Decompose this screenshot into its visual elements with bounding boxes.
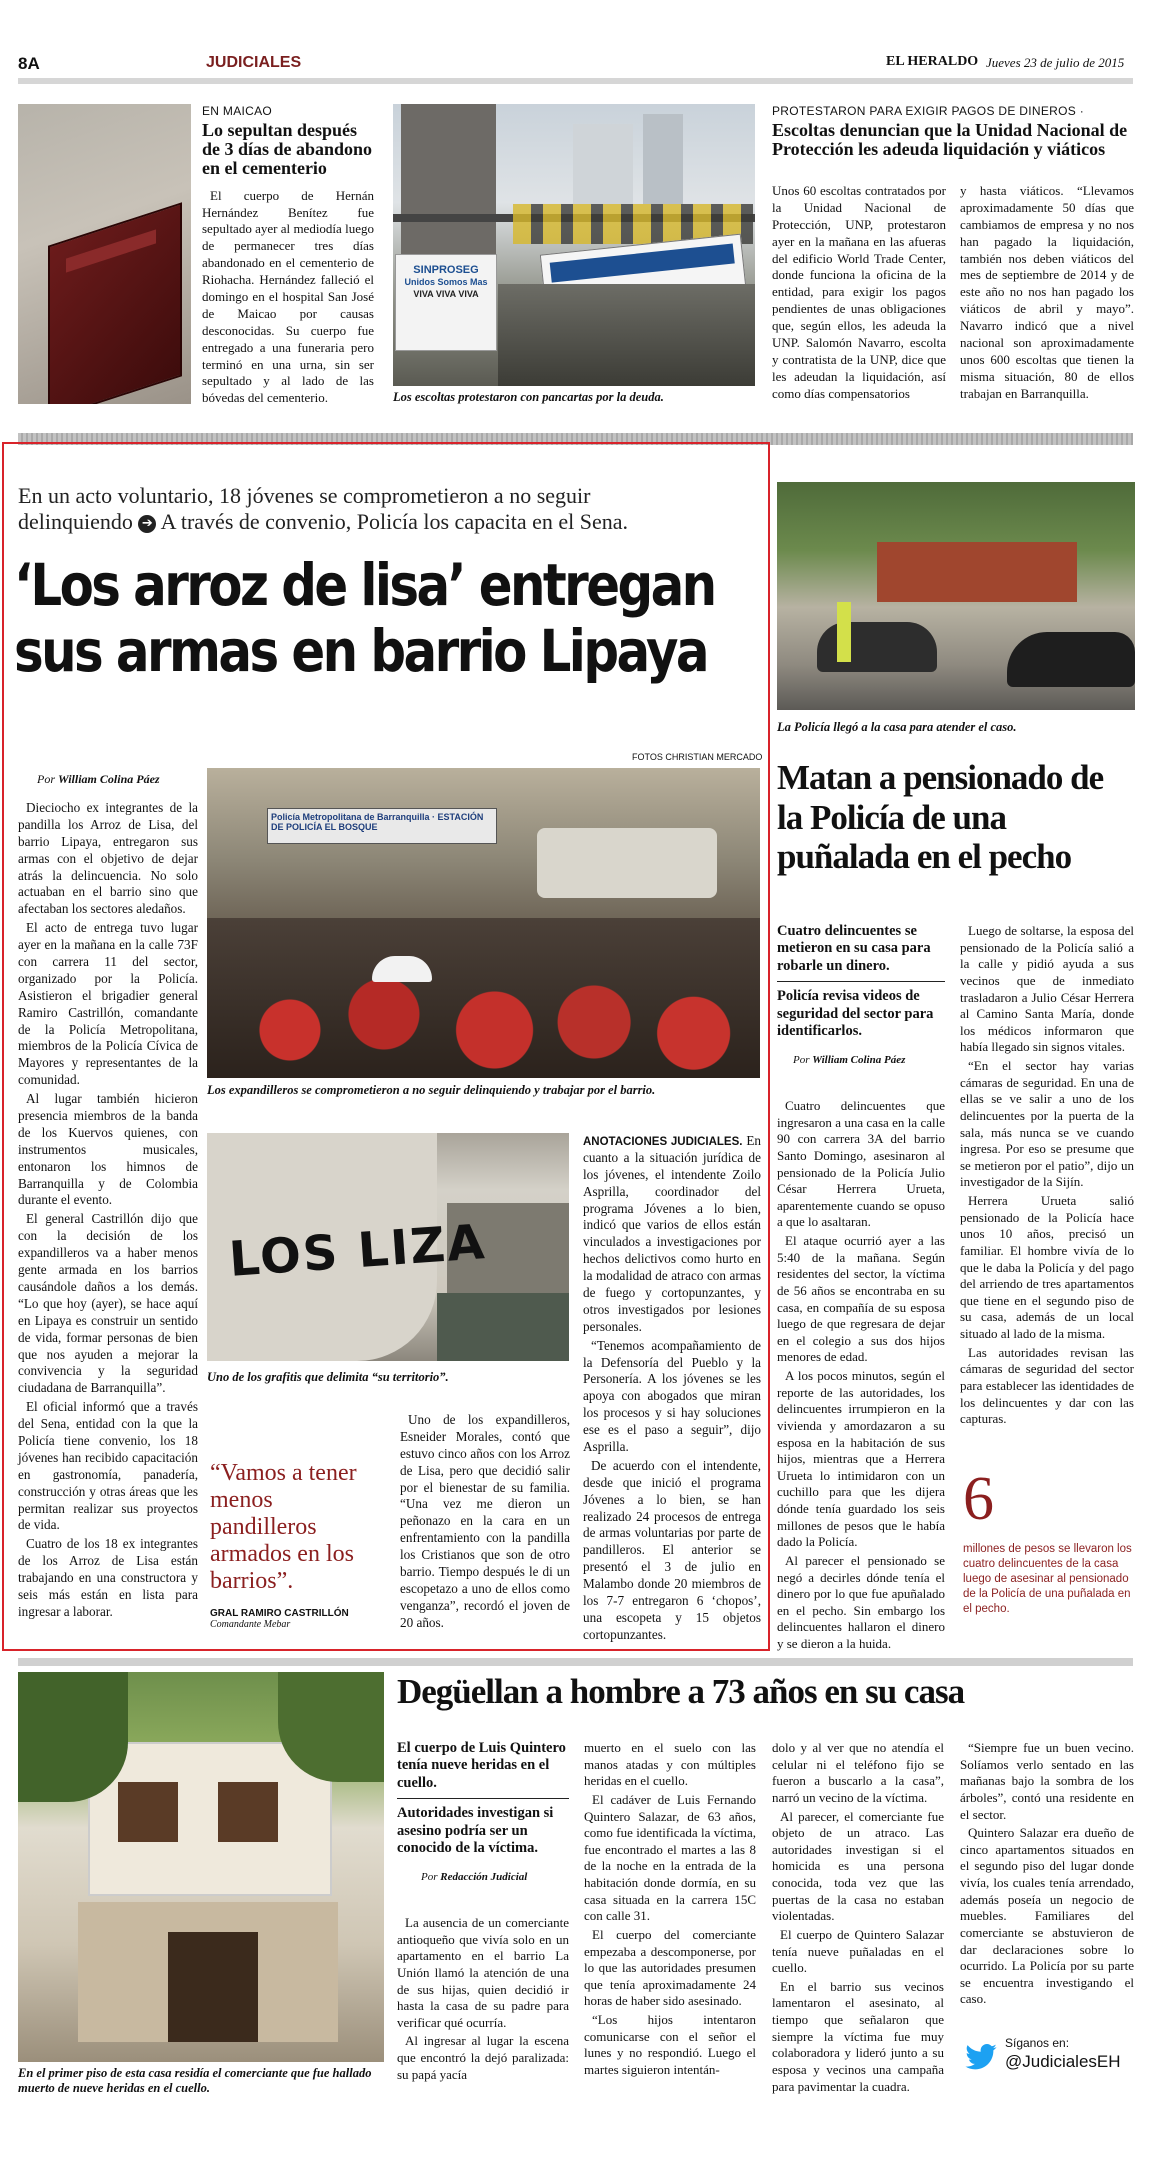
escoltas-kicker: PROTESTARON PARA EXIGIR PAGOS DE DINEROS ·: [772, 104, 1084, 118]
deguellan-sub2: Autoridades investigan si asesino podría ser un conocido de la víctima.: [397, 1805, 554, 1856]
main-headline: [14, 551, 715, 685]
house-photo: [18, 1672, 384, 2062]
protest-caption: Los escoltas protestaron con pancartas por la deuda.: [393, 390, 664, 404]
twitter-handle[interactable]: @JudicialesEH: [1005, 2052, 1121, 2071]
arrow-icon: ➔: [138, 515, 156, 533]
police-sign: Policía Metropolitana de Barranquilla · ESTACIÓN DE POLICÍA EL BOSQUE: [267, 808, 497, 844]
date: Jueves 23 de julio de 2015: [986, 55, 1125, 70]
deguellan-col4: “Siempre fue un buen vecino. Solíamos verlo sentado en las mañanas bajo la sombra de los árboles”, contó una residente en el sector. Quintero Salazar era dueño de cinco apartamentos situados en el segundo piso del lugar donde vivía, los cuales tenía arrendado, además poseía un negocio de muebles. Familiares del comerciante se abstuvieron de dar declaraciones sobre lo ocurrido. La Policía por su parte se encuentra investigando el caso.: [960, 1740, 1134, 2007]
paper-name: EL HERALDO: [886, 54, 979, 69]
maicao-body: El cuerpo de Hernán Hernández Benítez fue sepultado ayer al mediodía luego de permanecer tres días abandonado en el cementerio de Riohacha. Hernández falleció el domingo en el hospital San José de Maicao por causas desconocidas. Su cuerpo fue entregado a una funeraria pero terminó en una urna, sin ser sepultado y al lado de las bóvedas del cementerio.: [202, 187, 374, 406]
main-col-bottom: Uno de los expandilleros, Esneider Morales, contó que estuvo cinco años con los Arroz de Lisa, pero que decidió salir por el bienestar de su familia. “Una vez me dieron un peñonazo en la cara en un enfrentamiento con la pandilla los Cristianos que son de otro barrio. Tiempo después le di un escopetazo a uno de ellos como venganza”, recordó el joven de 20 años.: [400, 1412, 570, 1630]
deguellan-sub1: El cuerpo de Luis Quintero tenía nueve heridas en el cuello.: [397, 1740, 566, 1791]
deguellan-col1: La ausencia de un comerciante antioqueño que vivía solo en un apartamento en el barrio La Unión llamó la atención de una de sus hijas, quien decidió ir hasta la casa de su padre para verificar qué ocurría. Al ingresar al lugar la escena que encontró la dejó paralizada: su papá yacía: [397, 1915, 569, 2082]
escoltas-col2: y hasta viáticos. “Llevamos aproximadamente 50 días que cambiamos de empresa y no nos han pagado la liquidación, también nos deben viáticos del mes de septiembre de 2014 y de este año no nos han pagado los viáticos de abril y mayo”. Navarro indicó que a nivel nacional son aproximadamente unos 600 escoltas que tienen la misma situación, 80 de ellos trabajan en Barranquilla.: [960, 183, 1134, 401]
number-text: millones de pesos se llevaron los cuatro delincuentes de la casa luego de asesinar al pensionado de la Policía de una puñalada en el pecho.: [963, 1543, 1132, 1615]
quote-block: [210, 1460, 380, 1630]
protest-photo: [393, 104, 755, 386]
deck-line2: delinquiendo ➔ A través de convenio, Policía los capacita en el Sena.: [18, 509, 629, 535]
graffiti-photo: [207, 1133, 569, 1361]
page-header: [18, 52, 1133, 78]
house-caption: En el primer piso de esta casa residía el comerciante que fue hallado muerto de nueve heridas en el cuello.: [18, 2066, 372, 2095]
deguellan-title: Degüellan a hombre a 73 años en su casa: [397, 1672, 965, 1711]
quote-name: GRAL RAMIRO CASTRILLÓN: [210, 1608, 349, 1620]
deck-line1: En un acto voluntario, 18 jóvenes se comprometieron a no seguir: [18, 483, 591, 508]
pensionado-subs: [777, 923, 945, 1066]
main-byline: Por William Colina Páez: [37, 772, 160, 786]
section-divider-2: [18, 1658, 1133, 1666]
twitter-label: Síganos en:: [1005, 2036, 1070, 2050]
anot-col: ANOTACIONES JUDICIALES. En cuanto a la situación jurídica de los jóvenes, el intendente Zoilo Asprilla, coordinador del programa Jóvenes a lo bien, indicó que varios de ellos están vinculados a investigaciones por hechos delictivos como hurto en la modalidad de atraco con armas de fuego y cortopunzantes, y otros investigados por lesiones personales. “Tenemos acompañamiento de la Defensoría del Pueblo y la Personería. A los jóvenes se les apoya con abogados que miran los procesos y si hay soluciones ese es el paso a seguir”, dijo Asprilla. De acuerdo con el intendente, desde que inició el programa Jóvenes a lo bien, se han realizado 24 procesos de entrega de armas voluntarias por parte de pandilleros. El anterior se presentó el 3 de julio en Malambo donde 20 miembros de los 7-7 entregaron 6 ‘chopos’, una escopeta y 15 objetos cortopunzantes.: [583, 1133, 761, 1642]
pensionado-byline: Por William Colina Páez: [793, 1054, 906, 1067]
twitter-bird-icon: [965, 2044, 997, 2074]
banner-sinproseg: SINPROSEG Unidos Somos Mas VIVA VIVA VIVA: [395, 254, 497, 351]
police-scene-caption: La Policía llegó a la casa para atender el caso.: [777, 720, 1017, 734]
deguellan-byline: Por Redacción Judicial: [421, 1871, 528, 1884]
escoltas-col1: Unos 60 escoltas contratados por la Unidad Nacional de Protección, UNP, protestaron ayer en la mañana en las afueras del edificio World Trade Center, donde funciona la oficina de la entidad, para exigir los pagos pendientes de unas obligaciones que, según ellos, les adeuda la UNP. Salomón Navarro, escolta y contratista de la UNP, dice que les adeudan la liquidación, así como días compensatorios: [772, 183, 946, 401]
graffiti-text: LOS LIZA: [227, 1214, 488, 1288]
quote-role: Comandante Mebar: [210, 1619, 291, 1631]
headline-line1: ‘Los arroz de lisa’ entregan: [14, 551, 715, 619]
page-number: 8A: [18, 54, 40, 73]
quote-text: “Vamos a tener menos pandilleros armados en los barrios”.: [210, 1460, 357, 1594]
header-rule: [18, 78, 1133, 84]
headline-line2: sus armas en barrio Lipaya: [14, 616, 708, 685]
graffiti-caption: Uno de los grafitis que delimita “su territorio”.: [207, 1370, 449, 1384]
maicao-kicker: EN MAICAO: [202, 104, 273, 118]
main-col1: Dieciocho ex integrantes de la pandilla los Arroz de Lisa, del barrio Lipaya, entregaron sus armas con el objetivo de dejar atrás la delincuencia. No solo actuaban en el barrio sino que afectaban los sectores aledaños. El acto de entrega tuvo lugar ayer en la mañana en la calle 73F con carrera 11 del sector, organizado por la Policía. Asistieron el brigadier general Ramiro Castrillón, comandante de la Policía Metropolitana, miembros de la Policía Cívica de Mayores y representantes de la comunidad. Al lugar también hicieron presencia miembros de la banda de los Kuervos quienes, con instrumentos musicales, entonaron los himnos de Barranquilla y de Colombia durante el evento. El general Castrillón dijo que con la decisión de los expandilleros va a haber menos gente armada en los barrios causándole daños a los demás. “Lo que hoy (ayer), se hace aquí en Lipaya es construir un sentido de vida, formar personas de bien que nos ayuden a mejorar la convivencia y la seguridad ciudadana de Barranquilla”. El oficial informó que a través del Sena, entidad con la que la Policía tiene convenio, los 18 jóvenes han recibido capacitación en gastronomía, panadería, construcción y otras áreas que les permitan realizar sus proyectos de vida. Cuatro de los 18 ex integrantes de los Arroz de Lisa están trabajando en una constructora y seis más están en lista para ingresar a laborar.: [18, 800, 198, 1619]
main-deck: [18, 483, 758, 536]
pensionado-sub2: Policía revisa videos de seguridad del sector para identificarlos.: [777, 988, 934, 1039]
photo-credit: FOTOS CHRISTIAN MERCADO: [632, 752, 763, 762]
pensionado-col1: Cuatro delincuentes que ingresaron a una casa en la calle 90 con carrera 3A del barrio Santo Domingo, asesinaron al pensionado de la Policía Julio César Herrera Urueta, aparentemente cuando se opuso a que lo asaltaran. El ataque ocurrió ayer a las 5:40 de la mañana. Según residentes del sector, la víctima de 56 años se encontraba en su casa, en compañía de su esposa luego de que regresara de dejar en el colegio a sus dos hijos menores de edad. A los pocos minutos, según el reporte de las autoridades, los delincuentes irrumpieron en la vivienda y amordazaron a su esposa en la habitación de sus hijos, mientras que a Herrera Urueta lo intimidaron con un cuchillo para que les dijera dónde tenía guardado los seis millones de pesos que le había dado la Policía. Al parecer el pensionado se negó a decirles dónde tenía el dinero por lo que fue apuñalado en el pecho. Sin embargo los delincuentes hallaron el dinero y se dieron a la huida.: [777, 1098, 945, 1651]
deguellan-subs: [397, 1740, 569, 1883]
deguellan-col2: muerto en el suelo con las manos atadas y con múltiples heridas en el cuello. El cadáver de Luis Fernando Quintero Salazar, de 63 años, como fue identificada la víctima, fue encontrado el martes a las 8 de la noche en la entrada de la habitación donde dormía, en su casa situada en la carrera 15C con calle 31. El cuerpo del comerciante empezaba a descomponerse, por lo que las autoridades presumen que tenía aproximadamente 24 horas de haber sido asesinado. “Los hijos intentaron comunicarse con el señor el lunes y no respondió. Luego el martes siguieron intentán-: [584, 1740, 756, 2077]
pensionado-title: Matan a pensionado de la Policía de una puñalada en el pecho: [777, 758, 1104, 877]
anot-title: ANOTACIONES JUDICIALES.: [583, 1136, 743, 1148]
twitter-follow[interactable]: [965, 2036, 1135, 2086]
escoltas-title: Escoltas denuncian que la Unidad Nacional de Protección les adeuda liquidación y viáticos: [772, 120, 1128, 159]
coffin-photo: [18, 104, 191, 404]
maicao-story: [202, 104, 374, 407]
big-number: 6: [963, 1465, 994, 1533]
police-scene-photo: [777, 482, 1135, 710]
section-title: JUDICIALES: [206, 54, 302, 71]
pensionado-col2: Luego de soltarse, la esposa del pensionado de la Policía salió a la calle y pidió ayuda a sus vecinos que de inmediato trasladaron a Julio César Herrera al Camino Santa María, donde los médicos informaron que había llegado sin signos vitales. “En el sector hay varias cámaras de seguridad. En una de ellas se ve salir a uno de los delincuentes por la puerta de la sala, más nunca se ve cuando ingresa. Por eso se presume que se metieron por el patio”, dijo un investigador de la Sijín. Herrera Urueta salió pensionado de la Policía hace unos 10 años, precisó un familiar. El hombre vivía de lo que le daba la Policía y del pago del arriendo de tres apartamentos que tiene en el segundo piso de su casa, además de un local situado al lado de la misma. Las autoridades revisan las cámaras de seguridad del sector para establecer las identidades de los delincuentes y dar con las capturas.: [960, 923, 1134, 1427]
deguellan-col3: dolo y al ver que no atendía el celular ni el teléfono fijo se fueron a buscarlo a la casa”, narró un vecino de la víctima. Al parecer, el comerciante fue objeto de un atraco. Las autoridades investigan si el homicida es una persona conocida, toda vez que las puertas de la casa no estaban violentadas. El cuerpo de Quintero Salazar tenía nueve puñaladas en el cuello. En el barrio sus vecinos lamentaron el asesinato, al tiempo que señalaron que siempre la víctima fue muy colaboradora y lideró junto a su esposa y vecinos una campaña para pavimentar la cuadra.: [772, 1740, 944, 2094]
maicao-title: Lo sepultan después de 3 días de abandono en el cementerio: [202, 120, 373, 178]
youths-caption: Los expandilleros se comprometieron a no seguir delinquiendo y trabajar por el barrio.: [207, 1083, 656, 1097]
youths-photo: [207, 768, 760, 1078]
pensionado-sub1: Cuatro delincuentes se metieron en su casa para robarle un dinero.: [777, 923, 931, 974]
escoltas-story: [772, 104, 1134, 159]
